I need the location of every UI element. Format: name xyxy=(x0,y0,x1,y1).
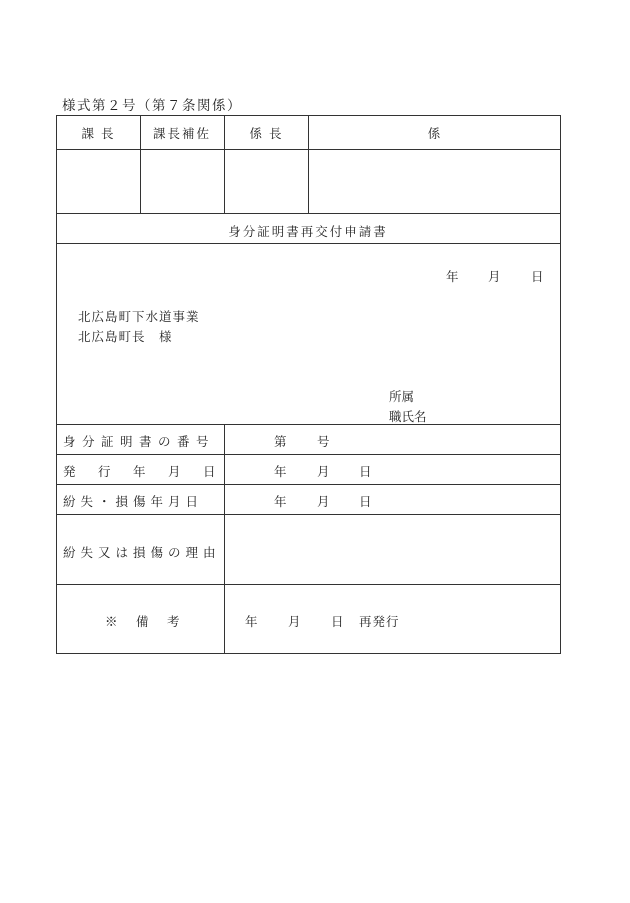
form-title: 身分証明書再交付申請書 xyxy=(228,224,388,239)
addressee-line-1: 北広島町下水道事業 xyxy=(78,309,200,324)
approval-header-label: 係長 xyxy=(249,126,289,141)
approval-stamp-box[interactable] xyxy=(224,149,309,214)
issue-date-year: 年 xyxy=(274,464,287,479)
application-date-year[interactable]: 年 xyxy=(446,269,459,284)
form-number-label: 様式第２号（第７条関係） xyxy=(62,98,242,114)
applicant-affiliation-label: 所属 xyxy=(389,389,415,404)
applicant-name-label: 職氏名 xyxy=(389,409,427,424)
issue-date-label: 発行年月日 xyxy=(63,464,239,479)
reason-value-cell[interactable] xyxy=(224,514,561,585)
approval-stamp-box[interactable] xyxy=(308,149,561,214)
approval-stamp-box[interactable] xyxy=(140,149,225,214)
loss-date-month: 月 xyxy=(317,494,330,509)
remarks-reissue-suffix: 再発行 xyxy=(359,614,400,629)
loss-date-year: 年 xyxy=(274,494,287,509)
remarks-month: 月 xyxy=(288,614,301,629)
remarks-day: 日 xyxy=(331,614,344,629)
application-date-month[interactable]: 月 xyxy=(488,269,501,284)
application-date-day[interactable]: 日 xyxy=(531,269,544,284)
reason-label: 紛失又は損傷の理由 xyxy=(63,545,221,560)
approval-header-label: 課長補佐 xyxy=(152,126,212,141)
loss-date-label: 紛失・損傷年月日 xyxy=(63,494,204,509)
issue-date-day: 日 xyxy=(359,464,372,479)
remarks-year: 年 xyxy=(245,614,258,629)
cert-number-suffix: 号 xyxy=(317,434,330,449)
approval-header-label: 係 xyxy=(427,126,441,141)
cert-number-prefix: 第 xyxy=(274,434,287,449)
issue-date-month: 月 xyxy=(317,464,330,479)
addressee-line-2: 北広島町長 様 xyxy=(78,329,173,344)
approval-header-label: 課長 xyxy=(81,126,121,141)
approval-stamp-box[interactable] xyxy=(56,149,141,214)
cert-number-label: 身分証明書の番号 xyxy=(63,434,216,449)
loss-date-day: 日 xyxy=(359,494,372,509)
remarks-label: ※ 備 考 xyxy=(105,614,183,629)
